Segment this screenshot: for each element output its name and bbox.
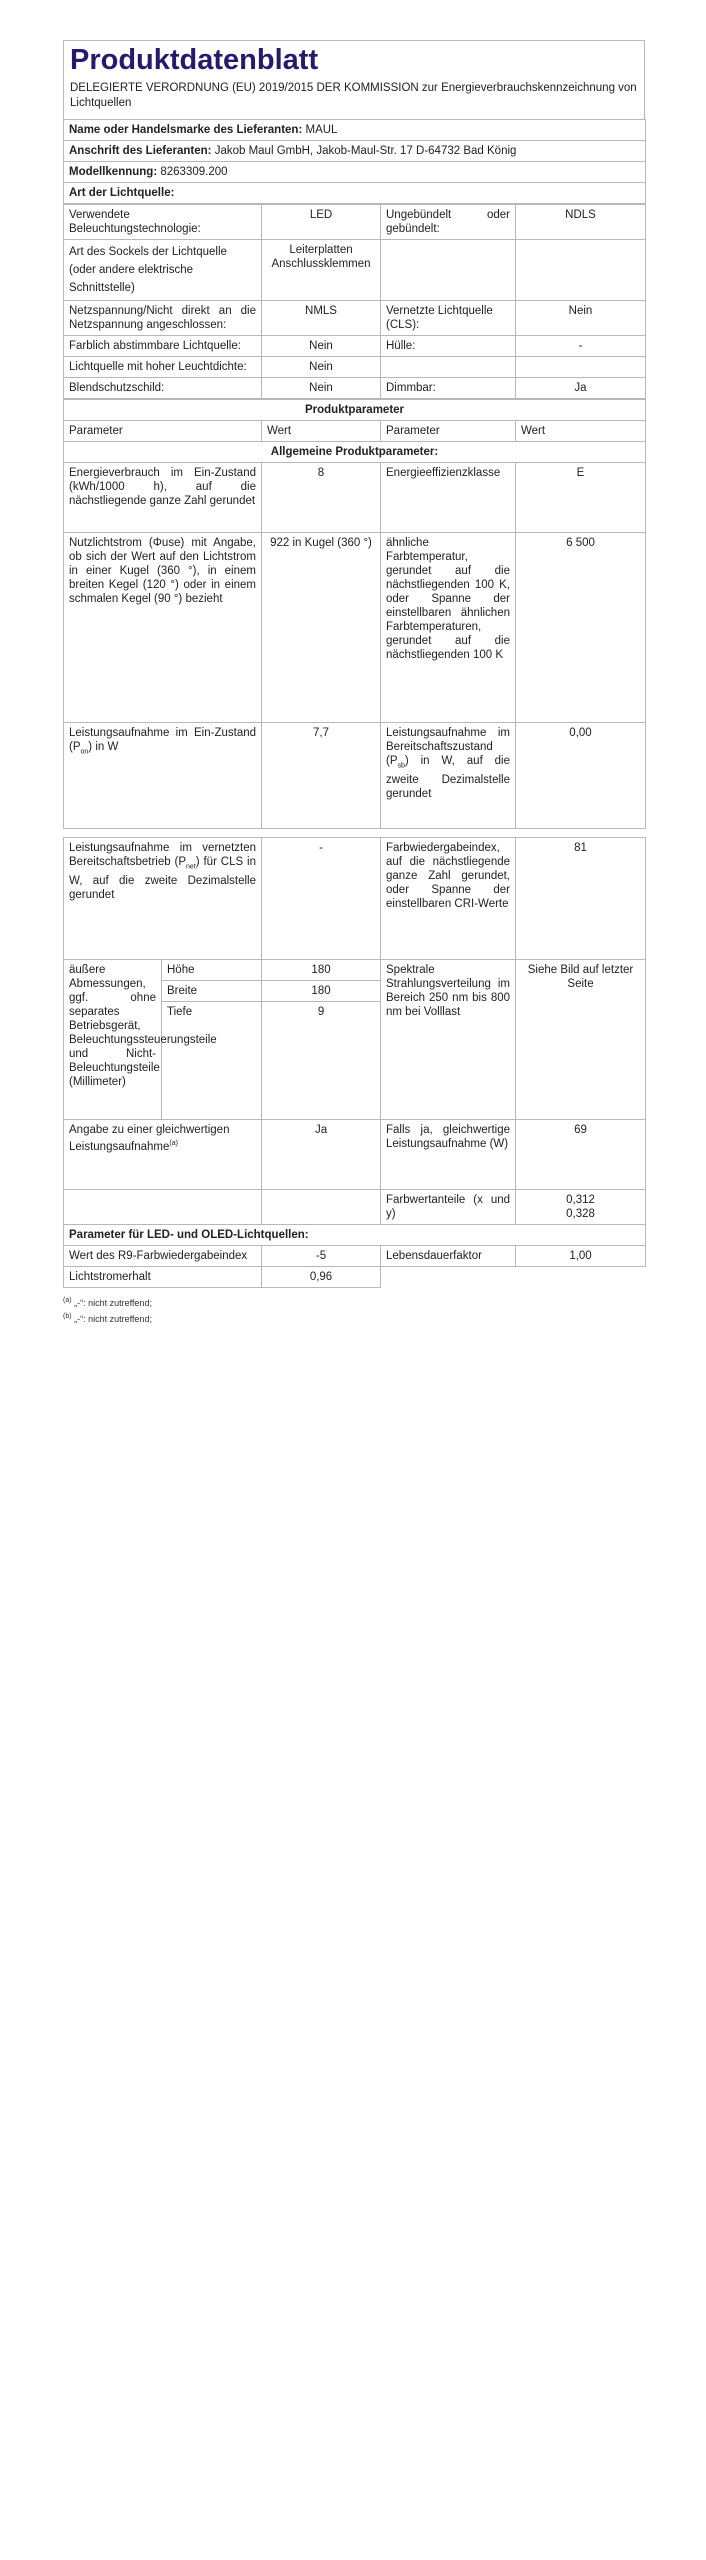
equivalent-power-watt-value: 69: [516, 1120, 646, 1190]
dimmable-value: Ja: [516, 378, 646, 399]
label-text: Leistungsaufnahme im Bereitschaftszustand (P: [386, 727, 510, 767]
energy-class-label: Energieeffizienzklasse: [381, 463, 516, 533]
light-source-type-row: [64, 183, 646, 204]
label-text: ) in W, auf die zweite Dezimalstelle gerundet: [386, 755, 510, 801]
directional-value: NDLS: [516, 205, 646, 240]
cri-value: 81: [516, 838, 646, 960]
supplier-name-value: MAUL: [305, 124, 338, 136]
subscript: sb: [397, 762, 405, 770]
dimmable-label: Dimmbar:: [381, 378, 516, 399]
equivalent-power-label: [64, 1120, 262, 1190]
survival-factor-label: Lebensdauerfaktor: [381, 1246, 516, 1267]
column-header-value: Wert: [262, 421, 381, 442]
supplier-name-row: [64, 120, 646, 141]
table-row: [64, 1267, 646, 1288]
spectral-distribution-value: Siehe Bild auf letzter Seite: [516, 960, 646, 1120]
dimension-height-value: 180: [262, 960, 381, 981]
table-row: [64, 960, 646, 981]
table-row: [64, 240, 646, 301]
table-row: [64, 378, 646, 399]
spacer: [63, 829, 645, 837]
dimensions-label: äußere Abmessungen, ggf. ohne separates Betriebsgerät, Beleuchtungssteuerungsteile und Nicht-Beleuchtungsteile (Millimeter): [64, 960, 162, 1120]
dimension-depth-value: 9: [262, 1002, 381, 1120]
label-text: ) für CLS in W, auf die zweite Dezimalstelle gerundet: [69, 856, 257, 902]
table-row: [64, 1190, 646, 1225]
r9-label: Wert des R9-Farbwiedergabeindex: [64, 1246, 262, 1267]
useful-flux-label: Nutzlichtstrom (Φuse) mit Angabe, ob sich der Wert auf den Lichtstrom in einer Kugel (360 °), in einem breiten Kegel (120 °) oder in einem schmalen Kegel (90 °) bezieht: [64, 533, 262, 723]
table-row: [64, 1246, 646, 1267]
footnote-mark: (a): [169, 1140, 178, 1147]
equivalent-power-value: Ja: [262, 1120, 381, 1190]
spectral-distribution-label: Spektrale Strahlungsverteilung im Bereich 250 nm bis 800 nm bei Volllast: [381, 960, 516, 1120]
chromaticity-x: 0,312: [566, 1194, 595, 1206]
type-table: [63, 204, 646, 399]
table-row: [64, 205, 646, 240]
high-luminance-value: Nein: [262, 357, 381, 378]
energy-consumption-label: Energieverbrauch im Ein-Zustand (kWh/1000 h), auf die nächstliegende ganze Zahl gerundet: [64, 463, 262, 533]
networked-standby-label: [64, 838, 262, 960]
empty-cell: [516, 240, 646, 301]
product-data-sheet: [63, 40, 645, 1326]
table-row: [64, 336, 646, 357]
supplier-address-row: [64, 141, 646, 162]
dimension-width-label: Breite: [162, 981, 262, 1002]
product-parameters-table: [63, 399, 646, 829]
product-parameters-table-continued: [63, 837, 646, 1288]
column-header-parameter: Parameter: [381, 421, 516, 442]
supplier-table: [63, 119, 646, 204]
colour-temperature-value: 6 500: [516, 533, 646, 723]
envelope-label: Hülle:: [381, 336, 516, 357]
technology-value: LED: [262, 205, 381, 240]
empty-cell: [516, 1267, 646, 1288]
led-parameters-heading: Parameter für LED- und OLED-Lichtquellen:: [64, 1225, 646, 1246]
on-mode-power-label: [64, 723, 262, 829]
cri-label: Farbwiedergabeindex, auf die nächstliegende ganze Zahl gerundet, oder Spanne der einstellbaren CRI-Werte: [381, 838, 516, 960]
networked-standby-value: -: [262, 838, 381, 960]
supplier-address-value: Jakob Maul GmbH, Jakob-Maul-Str. 17 D-64732 Bad König: [214, 145, 517, 157]
footnote-text: „-“: nicht zutreffend;: [74, 1298, 152, 1308]
tunable-label: Farblich abstimmbare Lichtquelle:: [64, 336, 262, 357]
equivalent-power-watt-label: Falls ja, gleichwertige Leistungsaufnahme (W): [381, 1120, 516, 1190]
footnote: [63, 1310, 645, 1326]
chromaticity-label: Farbwertanteile (x und y): [381, 1190, 516, 1225]
r9-value: -5: [262, 1246, 381, 1267]
table-row: [64, 723, 646, 829]
column-header-row: [64, 421, 646, 442]
dimension-width-value: 180: [262, 981, 381, 1002]
anti-glare-value: Nein: [262, 378, 381, 399]
lumen-maintenance-label: Lichtstromerhalt: [64, 1267, 262, 1288]
colour-temperature-label: ähnliche Farbtemperatur, gerundet auf die nächstliegenden 100 K, oder Spanne der einstellbaren ähnlichen Farbtemperaturen, gerundet auf die nächstliegenden 100 K: [381, 533, 516, 723]
lumen-maintenance-value: 0,96: [262, 1267, 381, 1288]
table-row: [64, 838, 646, 960]
energy-class-value: E: [516, 463, 646, 533]
regulation-subtitle: DELEGIERTE VERORDNUNG (EU) 2019/2015 DER KOMMISSION zur Energieverbrauchskennzeichnung von Lichtquellen: [70, 82, 637, 109]
sheet-header: [63, 40, 645, 119]
table-row: [64, 357, 646, 378]
standby-power-value: 0,00: [516, 723, 646, 829]
empty-cell: [381, 240, 516, 301]
label-text: Leistungsaufnahme im vernetzten Bereitschaftsbetrieb (P: [69, 842, 257, 868]
table-row: [64, 1120, 646, 1190]
chromaticity-value: [516, 1190, 646, 1225]
survival-factor-value: 1,00: [516, 1246, 646, 1267]
useful-flux-value: 922 in Kugel (360 °): [262, 533, 381, 723]
cap-type-value: Leiterplatten Anschlussklemmen: [262, 240, 381, 301]
label-text: ) in W: [88, 741, 119, 753]
label-text: Angabe zu einer gleichwertigen Leistungsaufnahme: [69, 1124, 230, 1153]
cls-label: Vernetzte Lichtquelle (CLS):: [381, 301, 516, 336]
empty-cell: [262, 1190, 381, 1225]
on-mode-power-value: 7,7: [262, 723, 381, 829]
table-row: [64, 301, 646, 336]
energy-consumption-value: 8: [262, 463, 381, 533]
product-parameters-heading: Produktparameter: [64, 400, 646, 421]
supplier-address-label: Anschrift des Lieferanten:: [69, 145, 212, 157]
table-row: [64, 533, 646, 723]
subscript: net: [186, 863, 196, 871]
cls-value: Nein: [516, 301, 646, 336]
tunable-value: Nein: [262, 336, 381, 357]
supplier-name-label: Name oder Handelsmarke des Lieferanten:: [69, 124, 303, 136]
empty-cell: [64, 1190, 262, 1225]
technology-label: Verwendete Beleuchtungstechnologie:: [64, 205, 262, 240]
model-label: Modellkennung:: [69, 166, 158, 178]
high-luminance-label: Lichtquelle mit hoher Leuchtdichte:: [64, 357, 262, 378]
table-row: [64, 463, 646, 533]
column-header-value: Wert: [516, 421, 646, 442]
subscript: on: [80, 748, 89, 756]
directional-label: Ungebündelt oder gebündelt:: [381, 205, 516, 240]
model-row: [64, 162, 646, 183]
footnote: [63, 1294, 645, 1310]
footnote-mark: (a): [63, 1297, 72, 1304]
light-source-type-label: Art der Lichtquelle:: [64, 183, 646, 204]
label-text: Leistungsaufnahme im Ein-Zustand (P: [69, 727, 256, 753]
chromaticity-y: 0,328: [566, 1208, 595, 1220]
anti-glare-label: Blendschutzschild:: [64, 378, 262, 399]
mains-value: NMLS: [262, 301, 381, 336]
dimension-depth-label: Tiefe: [162, 1002, 262, 1120]
general-parameters-heading: Allgemeine Produktparameter:: [64, 442, 646, 463]
column-header-parameter: Parameter: [64, 421, 262, 442]
mains-label: Netzspannung/Nicht direkt an die Netzspannung angeschlossen:: [64, 301, 262, 336]
empty-cell: [381, 357, 516, 378]
model-value: 8263309.200: [160, 166, 228, 178]
standby-power-label: [381, 723, 516, 829]
footnote-mark: (b): [63, 1313, 72, 1320]
cap-type-label: Art des Sockels der Lichtquelle (oder andere elektrische Schnittstelle): [64, 240, 262, 301]
envelope-value: -: [516, 336, 646, 357]
dimension-height-label: Höhe: [162, 960, 262, 981]
footnotes: [63, 1288, 645, 1326]
page-title: Produktdatenblatt: [70, 44, 319, 76]
empty-cell: [381, 1267, 516, 1288]
empty-cell: [516, 357, 646, 378]
footnote-text: „-“: nicht zutreffend;: [74, 1314, 152, 1324]
